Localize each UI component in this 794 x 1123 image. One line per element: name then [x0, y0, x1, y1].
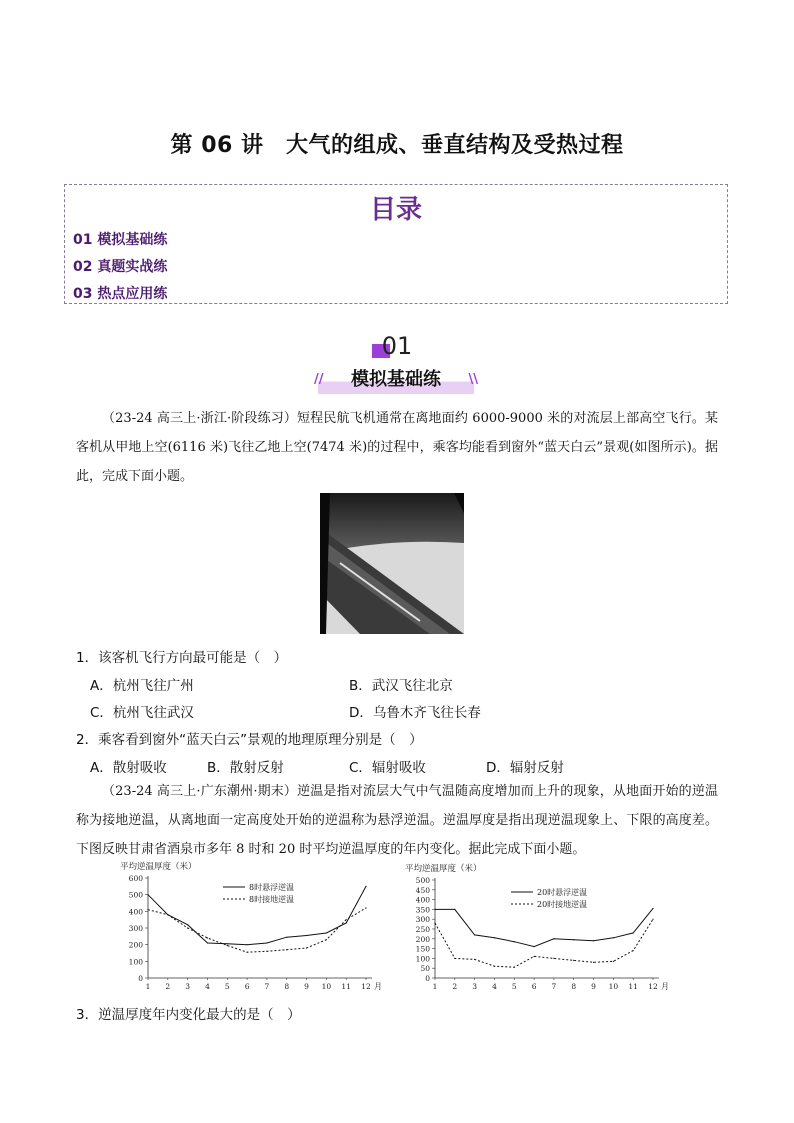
y-tick-label: 300: [415, 915, 430, 925]
q2-option-a[interactable]: A．散射吸收: [90, 760, 167, 776]
legend-label-1: 20时悬浮逆温: [537, 888, 588, 897]
passage-1: （23-24 高三上·浙江·阶段练习）短程民航飞机通常在离地面约 6000-9000 米的对流层上部高空飞行。某客机从甲地上空(6116 米)飞往乙地上空(7474 米)的过程中，乘客均能看到窗外“蓝天白云”景观(如图所示)。据此，完成下面小题。: [76, 411, 718, 484]
slash-decor-left: //: [314, 372, 324, 387]
y-tick-label: 100: [128, 957, 143, 967]
x-tick-label: 6: [244, 982, 250, 991]
data-point: [573, 960, 574, 961]
data-point: [593, 962, 594, 963]
x-tick-label: 3: [185, 982, 191, 991]
x-tick-label: 8: [284, 982, 290, 991]
x-tick-label: 4: [492, 982, 497, 991]
x-tick-label: 10: [321, 982, 332, 991]
toc-heading: 目录: [369, 195, 422, 225]
x-tick-label: 1: [432, 982, 438, 991]
data-point: [454, 909, 455, 910]
data-point: [246, 944, 247, 945]
toc-item-3[interactable]: 03 热点应用练: [73, 286, 168, 302]
x-axis-label: 月: [374, 982, 382, 991]
x-tick-label: 1: [145, 982, 151, 991]
q1-option-c[interactable]: C．杭州飞往武汉: [90, 705, 194, 721]
data-point: [246, 952, 247, 953]
x-tick-label: 3: [472, 982, 478, 991]
table-of-contents: [64, 184, 728, 304]
airplane-window-photo: [320, 493, 464, 634]
x-tick-label: 4: [205, 982, 210, 991]
series-line-1: [435, 908, 653, 946]
data-point: [187, 927, 188, 928]
x-tick-label: 10: [608, 982, 619, 991]
data-point: [454, 958, 455, 959]
x-tick-label: 11: [628, 982, 638, 991]
toc-item-1[interactable]: 01 模拟基础练: [73, 232, 168, 248]
y-axis-label: 平均逆温厚度（米）: [405, 864, 482, 874]
data-point: [227, 943, 228, 944]
data-point: [434, 923, 435, 924]
y-tick-label: 400: [128, 907, 143, 917]
data-point: [434, 909, 435, 910]
series-line-2: [148, 908, 366, 952]
data-point: [553, 938, 554, 939]
question-1-stem: 1．该客机飞行方向最可能是（ ）: [76, 650, 288, 666]
data-point: [652, 919, 653, 920]
y-tick-label: 100: [415, 954, 430, 964]
data-point: [147, 894, 148, 895]
q1-option-d[interactable]: D．乌鲁木齐飞往长春: [349, 705, 481, 721]
section-title: 模拟基础练: [351, 369, 441, 390]
data-point: [514, 941, 515, 942]
q1-option-b[interactable]: B．武汉飞往北京: [349, 678, 453, 694]
q2-option-c[interactable]: C．辐射吸收: [349, 760, 426, 776]
y-tick-label: 150: [415, 944, 430, 954]
legend-label-1: 8时悬浮逆温: [249, 883, 295, 892]
data-point: [306, 935, 307, 936]
passage-2: （23-24 高三上·广东潮州·期末）逆温是指对流层大气中气温随高度增加而上升的现象，从地面开始的逆温称为接地逆温，从离地面一定高度处开始的逆温称为悬浮逆温。逆温厚度是指出现逆温现象上、下限的高度差。下图反映甘肃省酒泉市多年 8 时和 20 时平均逆温厚度的年内变化。据此完成下面小题。: [76, 784, 718, 857]
data-point: [633, 932, 634, 933]
x-tick-label: 5: [224, 982, 230, 991]
data-point: [306, 947, 307, 948]
data-point: [652, 908, 653, 909]
data-point: [346, 919, 347, 920]
x-tick-label: 9: [304, 982, 309, 991]
data-point: [494, 966, 495, 967]
data-point: [613, 937, 614, 938]
data-point: [593, 940, 594, 941]
section-banner: [314, 366, 478, 394]
data-point: [286, 937, 287, 938]
y-tick-label: 200: [128, 940, 143, 950]
x-tick-label: 2: [165, 982, 171, 991]
data-point: [474, 934, 475, 935]
data-point: [514, 967, 515, 968]
y-tick-label: 600: [128, 874, 143, 883]
x-tick-label: 12: [648, 982, 658, 991]
data-point: [227, 945, 228, 946]
y-tick-label: 50: [420, 964, 430, 974]
data-point: [533, 946, 534, 947]
wing-photo-graphic: [320, 493, 464, 634]
data-point: [187, 924, 188, 925]
slash-decor-right: \\: [468, 372, 478, 387]
y-tick-label: 350: [415, 905, 430, 915]
data-point: [167, 914, 168, 915]
data-point: [147, 909, 148, 910]
data-point: [326, 932, 327, 933]
q2-option-d[interactable]: D．辐射反射: [486, 760, 564, 776]
y-tick-label: 450: [415, 885, 430, 895]
question-2-stem: 2．乘客看到窗外“蓝天白云”景观的地理原理分别是（ ）: [76, 732, 423, 748]
data-point: [326, 939, 327, 940]
y-tick-label: 500: [128, 890, 143, 900]
data-point: [266, 942, 267, 943]
data-point: [207, 942, 208, 943]
chart-20h-inversion: [403, 862, 675, 997]
y-axis-label: 平均逆温厚度（米）: [120, 862, 197, 872]
data-point: [613, 961, 614, 962]
y-tick-label: 0: [138, 974, 143, 983]
y-tick-label: 500: [415, 876, 430, 885]
chart-8h-inversion: [118, 860, 388, 995]
data-point: [573, 939, 574, 940]
x-tick-label: 5: [511, 982, 517, 991]
x-tick-label: 7: [264, 982, 270, 991]
y-tick-label: 200: [415, 934, 430, 944]
toc-item-2[interactable]: 02 真题实战练: [73, 259, 168, 275]
x-tick-label: 8: [571, 982, 577, 991]
section-number: 01: [381, 332, 413, 360]
legend-label-2: 20时接地逆温: [537, 900, 588, 909]
y-tick-label: 300: [128, 924, 143, 933]
y-tick-label: 250: [415, 925, 430, 934]
data-point: [286, 949, 287, 950]
data-point: [633, 950, 634, 951]
data-point: [365, 907, 366, 908]
question-3-stem: 3．逆温厚度年内变化最大的是（ ）: [76, 1007, 301, 1023]
x-tick-label: 6: [531, 982, 537, 991]
x-tick-label: 11: [341, 982, 351, 991]
x-tick-label: 9: [591, 982, 596, 991]
page-title: 第 06 讲 大气的组成、垂直结构及受热过程: [170, 133, 624, 158]
y-tick-label: 0: [425, 974, 430, 983]
legend-label-2: 8时接地逆温: [249, 895, 295, 904]
q1-option-a[interactable]: A．杭州飞往广州: [90, 678, 194, 694]
data-point: [346, 922, 347, 923]
x-tick-label: 7: [551, 982, 557, 991]
x-axis-label: 月: [661, 982, 669, 991]
data-point: [365, 886, 366, 887]
data-point: [553, 958, 554, 959]
data-point: [533, 956, 534, 957]
data-point: [207, 937, 208, 938]
y-tick-label: 400: [415, 895, 430, 905]
x-tick-label: 12: [361, 982, 371, 991]
data-point: [474, 959, 475, 960]
data-point: [494, 937, 495, 938]
x-tick-label: 2: [452, 982, 458, 991]
q2-option-b[interactable]: B．散射反射: [207, 760, 284, 776]
data-point: [266, 951, 267, 952]
